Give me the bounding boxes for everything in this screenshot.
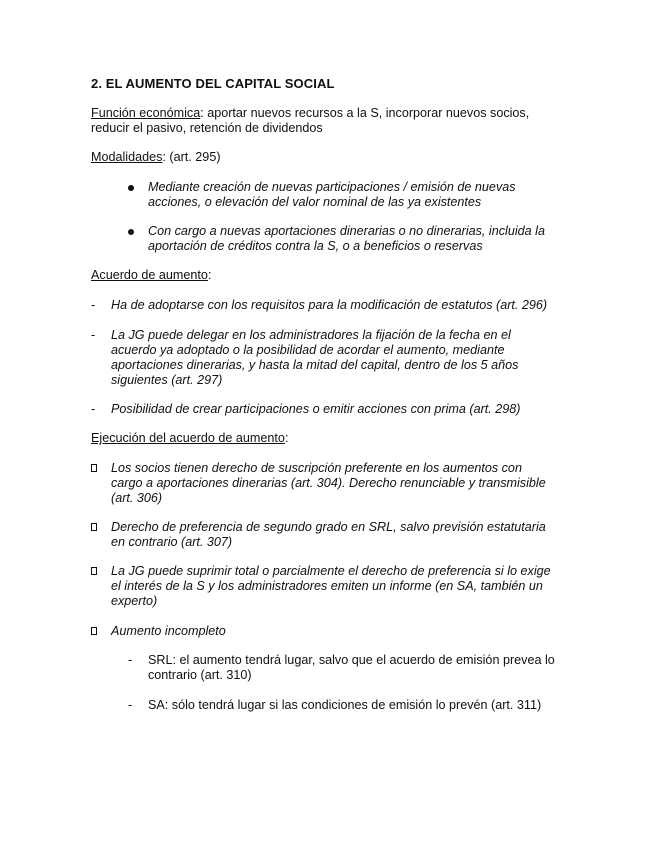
subitem-line: SRL: el aumento tendrá lugar, salvo que el acuerdo de emisión prevea lo xyxy=(148,653,555,667)
dash-marker: - xyxy=(128,653,133,667)
acuerdo-item-line: Ha de adoptarse con los requisitos para la modificación de estatutos (art. 296) xyxy=(111,298,548,312)
ejecucion-item-line: en contrario (art. 307) xyxy=(111,535,233,549)
modalidades-item-line: acciones, o elevación del valor nominal de las ya existentes xyxy=(148,195,482,209)
ejecucion-paragraph xyxy=(91,431,571,446)
modalidades-item-line: Mediante creación de nuevas participaciones / emisión de nuevas xyxy=(148,180,516,194)
ejecucion-item-line: La JG puede suprimir total o parcialmente el derecho de preferencia si lo exige xyxy=(111,564,551,578)
acuerdo-suffix: : xyxy=(207,268,212,282)
dash-marker: - xyxy=(91,402,96,416)
modalidades-item-line: Con cargo a nuevas aportaciones dinerarias o no dinerarias, incluida la xyxy=(148,224,545,238)
ejecucion-suffix: : xyxy=(284,431,289,445)
square-bullet-icon xyxy=(91,627,97,635)
funcion-label: Función económica xyxy=(91,106,201,120)
acuerdo-item-line: Posibilidad de crear participaciones o emitir acciones con prima (art. 298) xyxy=(111,402,521,416)
subitem-line: contrario (art. 310) xyxy=(148,668,252,682)
square-bullet-icon xyxy=(91,523,97,531)
acuerdo-item-line: La JG puede delegar en los administradores la fijación de la fecha en el xyxy=(111,328,511,342)
acuerdo-item-line: aportaciones dinerarias, y hasta la mitad del capital, dentro de los 5 años xyxy=(111,358,519,372)
bullet-icon xyxy=(128,229,134,235)
funcion-paragraph xyxy=(91,106,571,136)
acuerdo-item-line: siguientes (art. 297) xyxy=(111,373,223,387)
section-heading: 2. EL AUMENTO DEL CAPITAL SOCIAL xyxy=(91,76,335,91)
acuerdo-paragraph xyxy=(91,268,571,283)
funcion-text-2: reducir el pasivo, retención de dividendos xyxy=(91,121,323,135)
bullet-icon xyxy=(128,185,134,191)
modalidades-item-line: aportación de créditos contra la S, o a beneficios o reservas xyxy=(148,239,483,253)
square-bullet-icon xyxy=(91,464,97,472)
modalidades-label: Modalidades xyxy=(91,150,163,164)
modalidades-paragraph xyxy=(91,150,571,165)
ejecucion-item-line: Los socios tienen derecho de suscripción preferente en los aumentos con xyxy=(111,461,522,475)
ejecucion-label: Ejecución del acuerdo de aumento xyxy=(91,431,285,445)
modalidades-text: : (art. 295) xyxy=(162,150,221,164)
dash-marker: - xyxy=(128,698,133,712)
ejecucion-item-line: Derecho de preferencia de segundo grado en SRL, salvo previsión estatutaria xyxy=(111,520,546,534)
ejecucion-item-line: experto) xyxy=(111,594,158,608)
ejecucion-item-line: el interés de la S y los administradores emiten un informe (en SA, también un xyxy=(111,579,543,593)
ejecucion-item-line: Aumento incompleto xyxy=(111,624,226,638)
dash-marker: - xyxy=(91,298,96,312)
funcion-text-1: : aportar nuevos recursos a la S, incorporar nuevos socios, xyxy=(200,106,530,120)
square-bullet-icon xyxy=(91,567,97,575)
acuerdo-item-line: acuerdo ya adoptado o la posibilidad de acordar el aumento, mediante xyxy=(111,343,505,357)
ejecucion-item-line: (art. 306) xyxy=(111,491,163,505)
ejecucion-item-line: cargo a aportaciones dinerarias (art. 304). Derecho renunciable y transmisible xyxy=(111,476,546,490)
subitem-line: SA: sólo tendrá lugar si las condiciones de emisión lo prevén (art. 311) xyxy=(148,698,542,712)
acuerdo-label: Acuerdo de aumento xyxy=(91,268,208,282)
dash-marker: - xyxy=(91,328,96,342)
